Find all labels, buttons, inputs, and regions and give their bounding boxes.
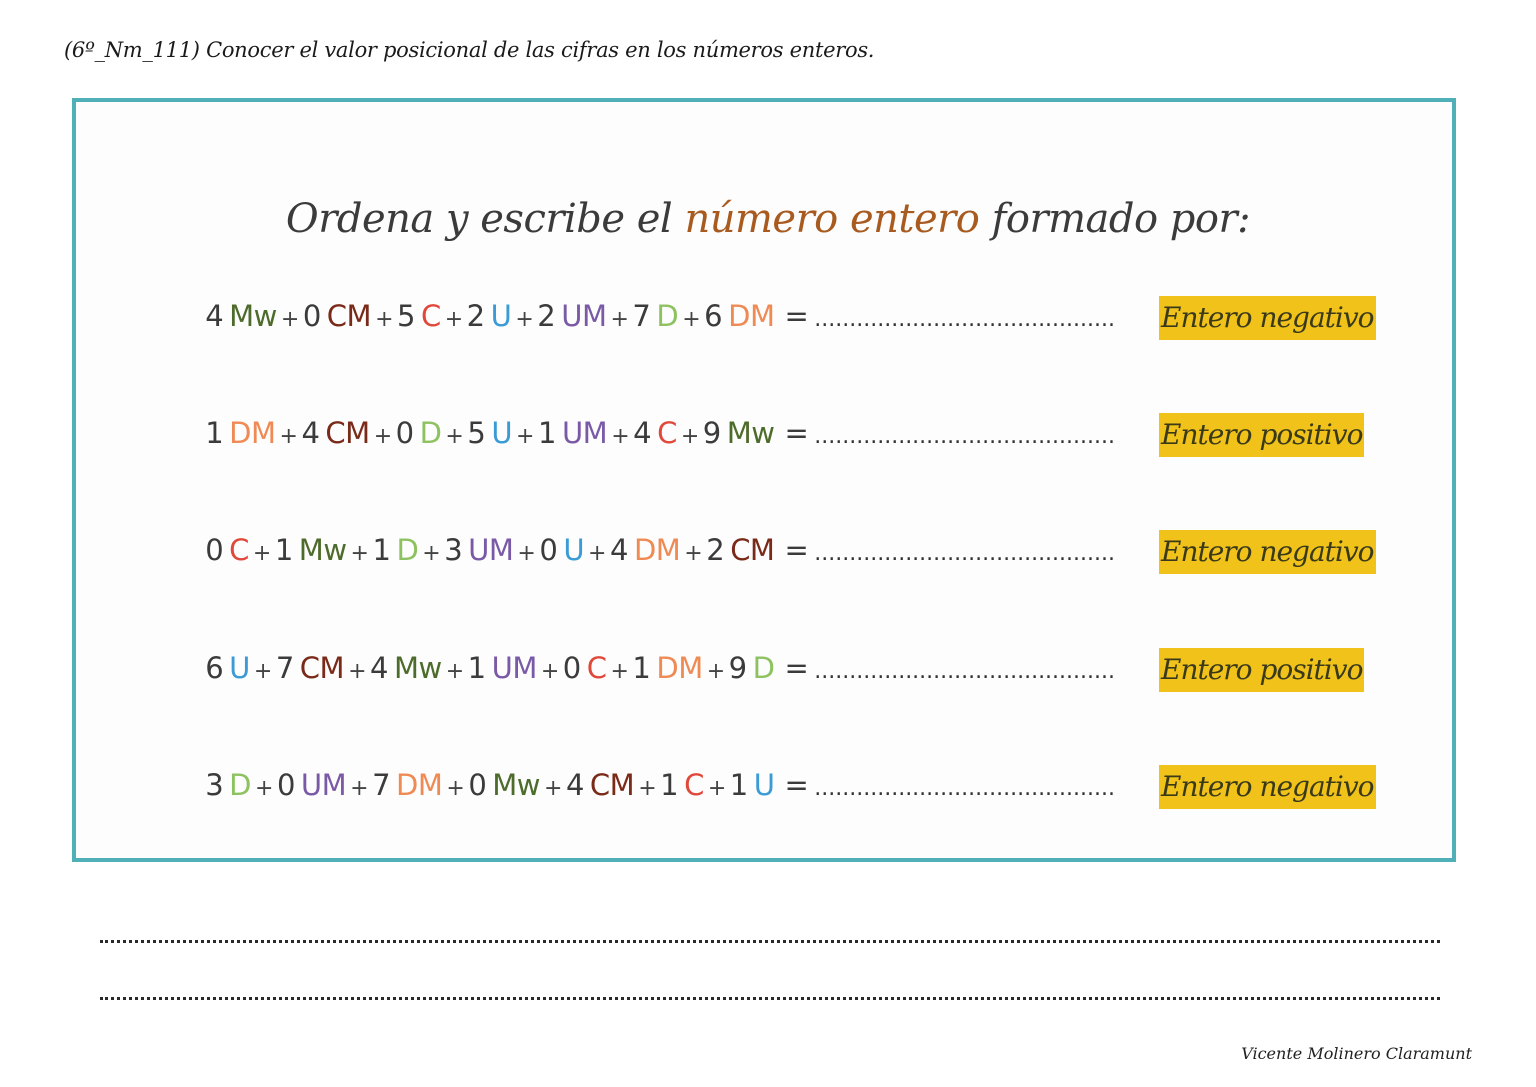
plus-sign: + [373, 424, 392, 449]
term-digit: 0 [539, 533, 558, 567]
term-unit: DM [728, 299, 775, 333]
plus-sign: + [610, 307, 629, 332]
plus-sign: + [350, 541, 369, 566]
exercise-row [0, 763, 1115, 807]
equals-sign: = [784, 416, 809, 450]
answer-blank[interactable]: ........................................... [814, 541, 1115, 566]
term-unit: U [490, 299, 512, 333]
plus-sign: + [279, 424, 298, 449]
exercise-row [0, 646, 1115, 690]
exercise-row [0, 294, 1115, 338]
term-digit: 1 [467, 651, 486, 685]
term-digit: 7 [275, 651, 294, 685]
title-text-end: formado por: [979, 196, 1251, 242]
page-header: (6º_Nm_111) Conocer el valor posicional de las cifras en los números enteros. [64, 38, 875, 62]
plus-sign: + [348, 659, 366, 684]
term-digit: 0 [468, 768, 487, 802]
term-unit: UM [468, 533, 514, 567]
term-digit: 4 [633, 416, 652, 450]
term-unit: DM [396, 768, 443, 802]
plus-sign: + [680, 424, 699, 449]
term-unit: U [491, 416, 513, 450]
answer-blank[interactable]: ........................................... [814, 307, 1115, 332]
term-digit: 0 [395, 416, 414, 450]
term-digit: 1 [274, 533, 293, 567]
term-digit: 0 [562, 651, 581, 685]
sign-badge: Entero negativo [1159, 296, 1376, 340]
plus-sign: + [445, 424, 464, 449]
answer-blank[interactable]: ........................................... [814, 424, 1115, 449]
plus-sign: + [375, 307, 394, 332]
answer-blank[interactable]: ........................................... [814, 776, 1115, 801]
term-digit: 1 [372, 533, 391, 567]
plus-sign: + [610, 659, 629, 684]
equals-sign: = [784, 533, 809, 567]
plus-sign: + [611, 424, 630, 449]
term-unit: DM [229, 416, 276, 450]
exercise-row [0, 528, 1115, 572]
term-digit: 3 [444, 533, 463, 567]
plus-sign: + [255, 776, 273, 801]
term-unit: UM [561, 299, 607, 333]
term-unit: Mw [492, 768, 541, 802]
equals-sign: = [784, 299, 809, 333]
answer-line-1[interactable] [100, 940, 1440, 943]
term-unit: U [563, 533, 585, 567]
term-digit: 5 [467, 416, 486, 450]
term-digit: 2 [537, 299, 556, 333]
term-unit: C [420, 299, 441, 333]
term-digit: 2 [706, 533, 725, 567]
term-digit: 0 [205, 533, 224, 567]
term-unit: UM [491, 651, 537, 685]
exercise-title [0, 196, 1536, 242]
plus-sign: + [544, 776, 562, 801]
term-digit: 4 [609, 533, 628, 567]
term-unit: C [229, 533, 249, 567]
term-unit: CM [589, 768, 635, 802]
term-unit: C [657, 416, 677, 450]
term-digit: 7 [372, 768, 391, 802]
plus-sign: + [422, 541, 441, 566]
answer-line-2[interactable] [100, 997, 1440, 1000]
term-digit: 4 [370, 651, 388, 685]
term-unit: D [752, 651, 775, 685]
term-unit: U [753, 768, 775, 802]
plus-sign: + [253, 659, 272, 684]
term-digit: 6 [704, 299, 723, 333]
plus-sign: + [516, 424, 534, 449]
term-unit: UM [561, 416, 608, 450]
term-digit: 6 [205, 651, 224, 685]
term-digit: 1 [205, 416, 224, 450]
term-unit: U [229, 651, 250, 685]
plus-sign: + [280, 307, 299, 332]
sign-badge: Entero negativo [1159, 765, 1376, 809]
term-unit: DM [656, 651, 703, 685]
plus-sign: + [444, 307, 463, 332]
plus-sign: + [684, 541, 703, 566]
term-unit: Mw [229, 299, 277, 333]
plus-sign: + [707, 776, 726, 801]
author-credit: Vicente Molinero Claramunt [1241, 1044, 1472, 1063]
term-unit: D [656, 299, 679, 333]
answer-blank[interactable]: ........................................... [814, 659, 1115, 684]
term-digit: 0 [302, 299, 321, 333]
term-unit: Mw [726, 416, 775, 450]
equals-sign: = [784, 651, 809, 685]
term-unit: CM [326, 299, 372, 333]
title-text-start: Ordena y escribe el [285, 196, 685, 242]
term-unit: CM [299, 651, 345, 685]
sign-badge: Entero positivo [1159, 413, 1364, 457]
term-digit: 1 [537, 416, 556, 450]
term-digit: 4 [565, 768, 584, 802]
term-unit: UM [300, 768, 347, 802]
term-digit: 0 [276, 768, 295, 802]
term-unit: Mw [298, 533, 347, 567]
term-digit: 1 [729, 768, 748, 802]
term-digit: 1 [660, 768, 679, 802]
exercise-row [0, 411, 1115, 455]
term-digit: 3 [205, 768, 224, 802]
plus-sign: + [350, 776, 369, 801]
sign-badge: Entero positivo [1159, 648, 1364, 692]
plus-sign: + [540, 659, 559, 684]
term-unit: D [229, 768, 251, 802]
plus-sign: + [588, 541, 606, 566]
plus-sign: + [446, 776, 465, 801]
term-digit: 9 [728, 651, 747, 685]
plus-sign: + [682, 307, 701, 332]
term-digit: 5 [397, 299, 415, 333]
term-digit: 2 [466, 299, 485, 333]
term-digit: 9 [702, 416, 721, 450]
term-digit: 7 [632, 299, 651, 333]
term-unit: DM [633, 533, 681, 567]
term-unit: CM [730, 533, 775, 567]
plus-sign: + [638, 776, 657, 801]
equals-sign: = [784, 768, 809, 802]
plus-sign: + [706, 659, 725, 684]
term-digit: 1 [632, 651, 651, 685]
term-digit: 4 [205, 299, 224, 333]
term-unit: Mw [393, 651, 442, 685]
term-unit: C [684, 768, 704, 802]
sign-badge: Entero negativo [1159, 530, 1376, 574]
term-unit: D [419, 416, 442, 450]
term-digit: 4 [301, 416, 320, 450]
plus-sign: + [517, 541, 536, 566]
plus-sign: + [252, 541, 271, 566]
plus-sign: + [445, 659, 464, 684]
term-unit: D [396, 533, 419, 567]
plus-sign: + [515, 307, 534, 332]
term-unit: CM [325, 416, 370, 450]
term-unit: C [586, 651, 607, 685]
title-highlight: número entero [684, 196, 980, 242]
